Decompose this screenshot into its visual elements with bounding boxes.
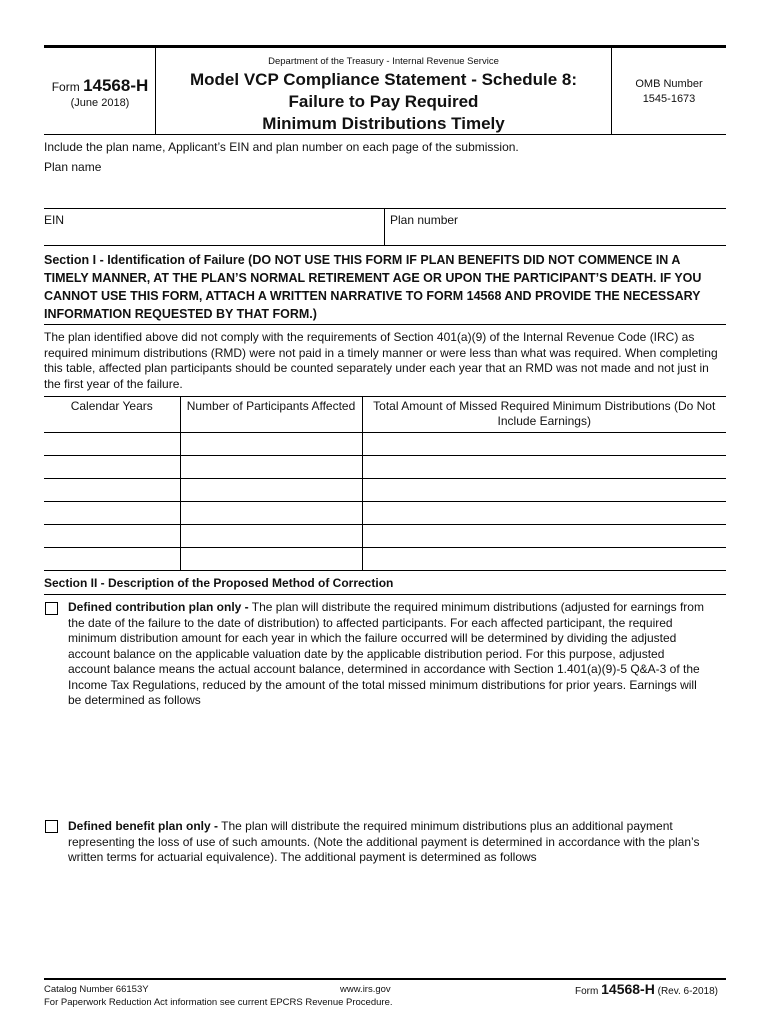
divider — [44, 594, 726, 595]
table-cell[interactable] — [362, 456, 726, 479]
omb-number: 1545-1673 — [642, 93, 696, 105]
footer-form-number: 14568-H — [601, 981, 655, 997]
table-cell[interactable] — [180, 548, 362, 571]
table-cell[interactable] — [180, 433, 362, 456]
omb-box — [612, 48, 726, 135]
irs-website-link[interactable]: www.irs.gov — [340, 984, 391, 995]
defined-benefit-checkbox[interactable] — [45, 820, 58, 833]
table-cell[interactable] — [180, 456, 362, 479]
table-cell[interactable] — [44, 548, 180, 571]
instructions: Include the plan name, Applicant’s EIN and plan number on each page of the submission. — [44, 140, 519, 154]
title-line-2: Failure to Pay Required — [288, 92, 479, 111]
footer-form-prefix: Form — [575, 986, 599, 997]
divider — [44, 324, 726, 325]
table-cell[interactable] — [180, 525, 362, 548]
table-row — [44, 525, 726, 548]
defined-contribution-checkbox[interactable] — [45, 602, 58, 615]
footer-form-id — [575, 981, 718, 997]
plan-number-field[interactable]: Plan number — [390, 213, 459, 227]
department: Department of the Treasury - Internal Revenue Service — [268, 56, 499, 67]
form-date: (June 2018) — [70, 97, 130, 109]
table-cell[interactable] — [44, 456, 180, 479]
table-cell[interactable] — [44, 525, 180, 548]
col-participants: Number of Participants Affected — [180, 397, 362, 433]
page-title — [156, 69, 611, 135]
defined-benefit-text — [68, 819, 708, 866]
paperwork-notice: For Paperwork Reduction Act information see current EPCRS Revenue Procedure. — [44, 997, 393, 1008]
table-cell[interactable] — [44, 433, 180, 456]
omb-label: OMB Number — [635, 78, 703, 90]
title-line-1: Model VCP Compliance Statement - Schedule 8: — [190, 70, 577, 89]
defined-contribution-label: Defined contribution plan only - — [68, 600, 249, 614]
footer-divider — [44, 978, 726, 980]
title-line-3: Minimum Distributions Timely — [262, 114, 505, 133]
table-cell[interactable] — [362, 433, 726, 456]
missed-rmd-table — [44, 396, 726, 571]
form-number — [50, 76, 150, 96]
defined-benefit-label: Defined benefit plan only - — [68, 819, 219, 833]
footer-revision: (Rev. 6-2018) — [657, 986, 719, 997]
table-cell[interactable] — [362, 502, 726, 525]
form-id-box — [44, 48, 156, 135]
col-missed-amount: Total Amount of Missed Required Minimum Distributions (Do Not Include Earnings) — [362, 397, 726, 433]
section-1-text: The plan identified above did not comply with the requirements of Section 401(a)(9) of the Internal Revenue Code (IRC) as required minimum distributions (RMD) were not paid in a timely manner or were less than what was required. When completing this table, affected plan participants should be counted separately under each year that an RMD was not made and not just in the first year of the failure. — [44, 330, 718, 391]
ein-field[interactable]: EIN — [44, 213, 65, 227]
table-header-row — [44, 397, 726, 433]
table-cell[interactable] — [44, 479, 180, 502]
defined-contribution-text — [68, 600, 708, 709]
form-prefix: Form — [51, 80, 80, 94]
plan-name-field[interactable]: Plan name — [44, 160, 102, 174]
title-box — [156, 48, 612, 135]
table-cell[interactable] — [180, 502, 362, 525]
section-1-heading: Section I - Identification of Failure (DO NOT USE THIS FORM IF PLAN BENEFITS DID NOT COMMENCE IN A TIMELY MANNER, AT THE PLAN’S NORMAL RETIREMENT AGE OR UPON THE PARTICIPANT’S DEATH. IF YOU CANNOT USE THIS FORM, ATTACH A WRITTEN NARRATIVE TO FORM 14568 AND PROVIDE THE NECESSARY INFORMATION REQUESTED BY THAT FORM.) — [44, 253, 702, 321]
defined-benefit-body: The plan will distribute the required minimum distributions plus an additional payment representing the loss of use of such amounts. (Note the additional payment is determined in accordance with the plan’s written terms for actuarial equivalence). The additional payment is determined as follows — [68, 819, 700, 864]
defined-contribution-body: The plan will distribute the required minimum distributions (adjusted for earnings from the date of the failure to the date of distribution) to affected participants. For each affected participant, the required minimum distribution amount for each year in which the failure occurred will be determined by dividing the adjusted account balance on the applicable valuation date by the applicable distribution period. For this purpose, adjusted account balance means the actual account balance, determined in accordance with Section 1.401(a)(9)-5 Q&A-3 of the Income Tax Regulations, reduced by the amount of the total missed minimum distributions for prior years. Earnings will be determined as follows — [68, 600, 704, 707]
ein-plan-number-row — [44, 208, 726, 246]
table-cell[interactable] — [180, 479, 362, 502]
table-row — [44, 456, 726, 479]
table-cell[interactable] — [44, 502, 180, 525]
table-row — [44, 479, 726, 502]
table-cell[interactable] — [362, 548, 726, 571]
form-number-value: 14568-H — [83, 76, 149, 95]
catalog-number: Catalog Number 66153Y — [44, 984, 149, 995]
table-row — [44, 433, 726, 456]
form-header — [44, 45, 726, 135]
field-divider — [384, 209, 385, 246]
table-row — [44, 548, 726, 571]
section-2-heading: Section II - Description of the Proposed Method of Correction — [44, 576, 394, 590]
table-row — [44, 502, 726, 525]
col-calendar-years: Calendar Years — [44, 397, 180, 433]
table-cell[interactable] — [362, 479, 726, 502]
table-cell[interactable] — [362, 525, 726, 548]
